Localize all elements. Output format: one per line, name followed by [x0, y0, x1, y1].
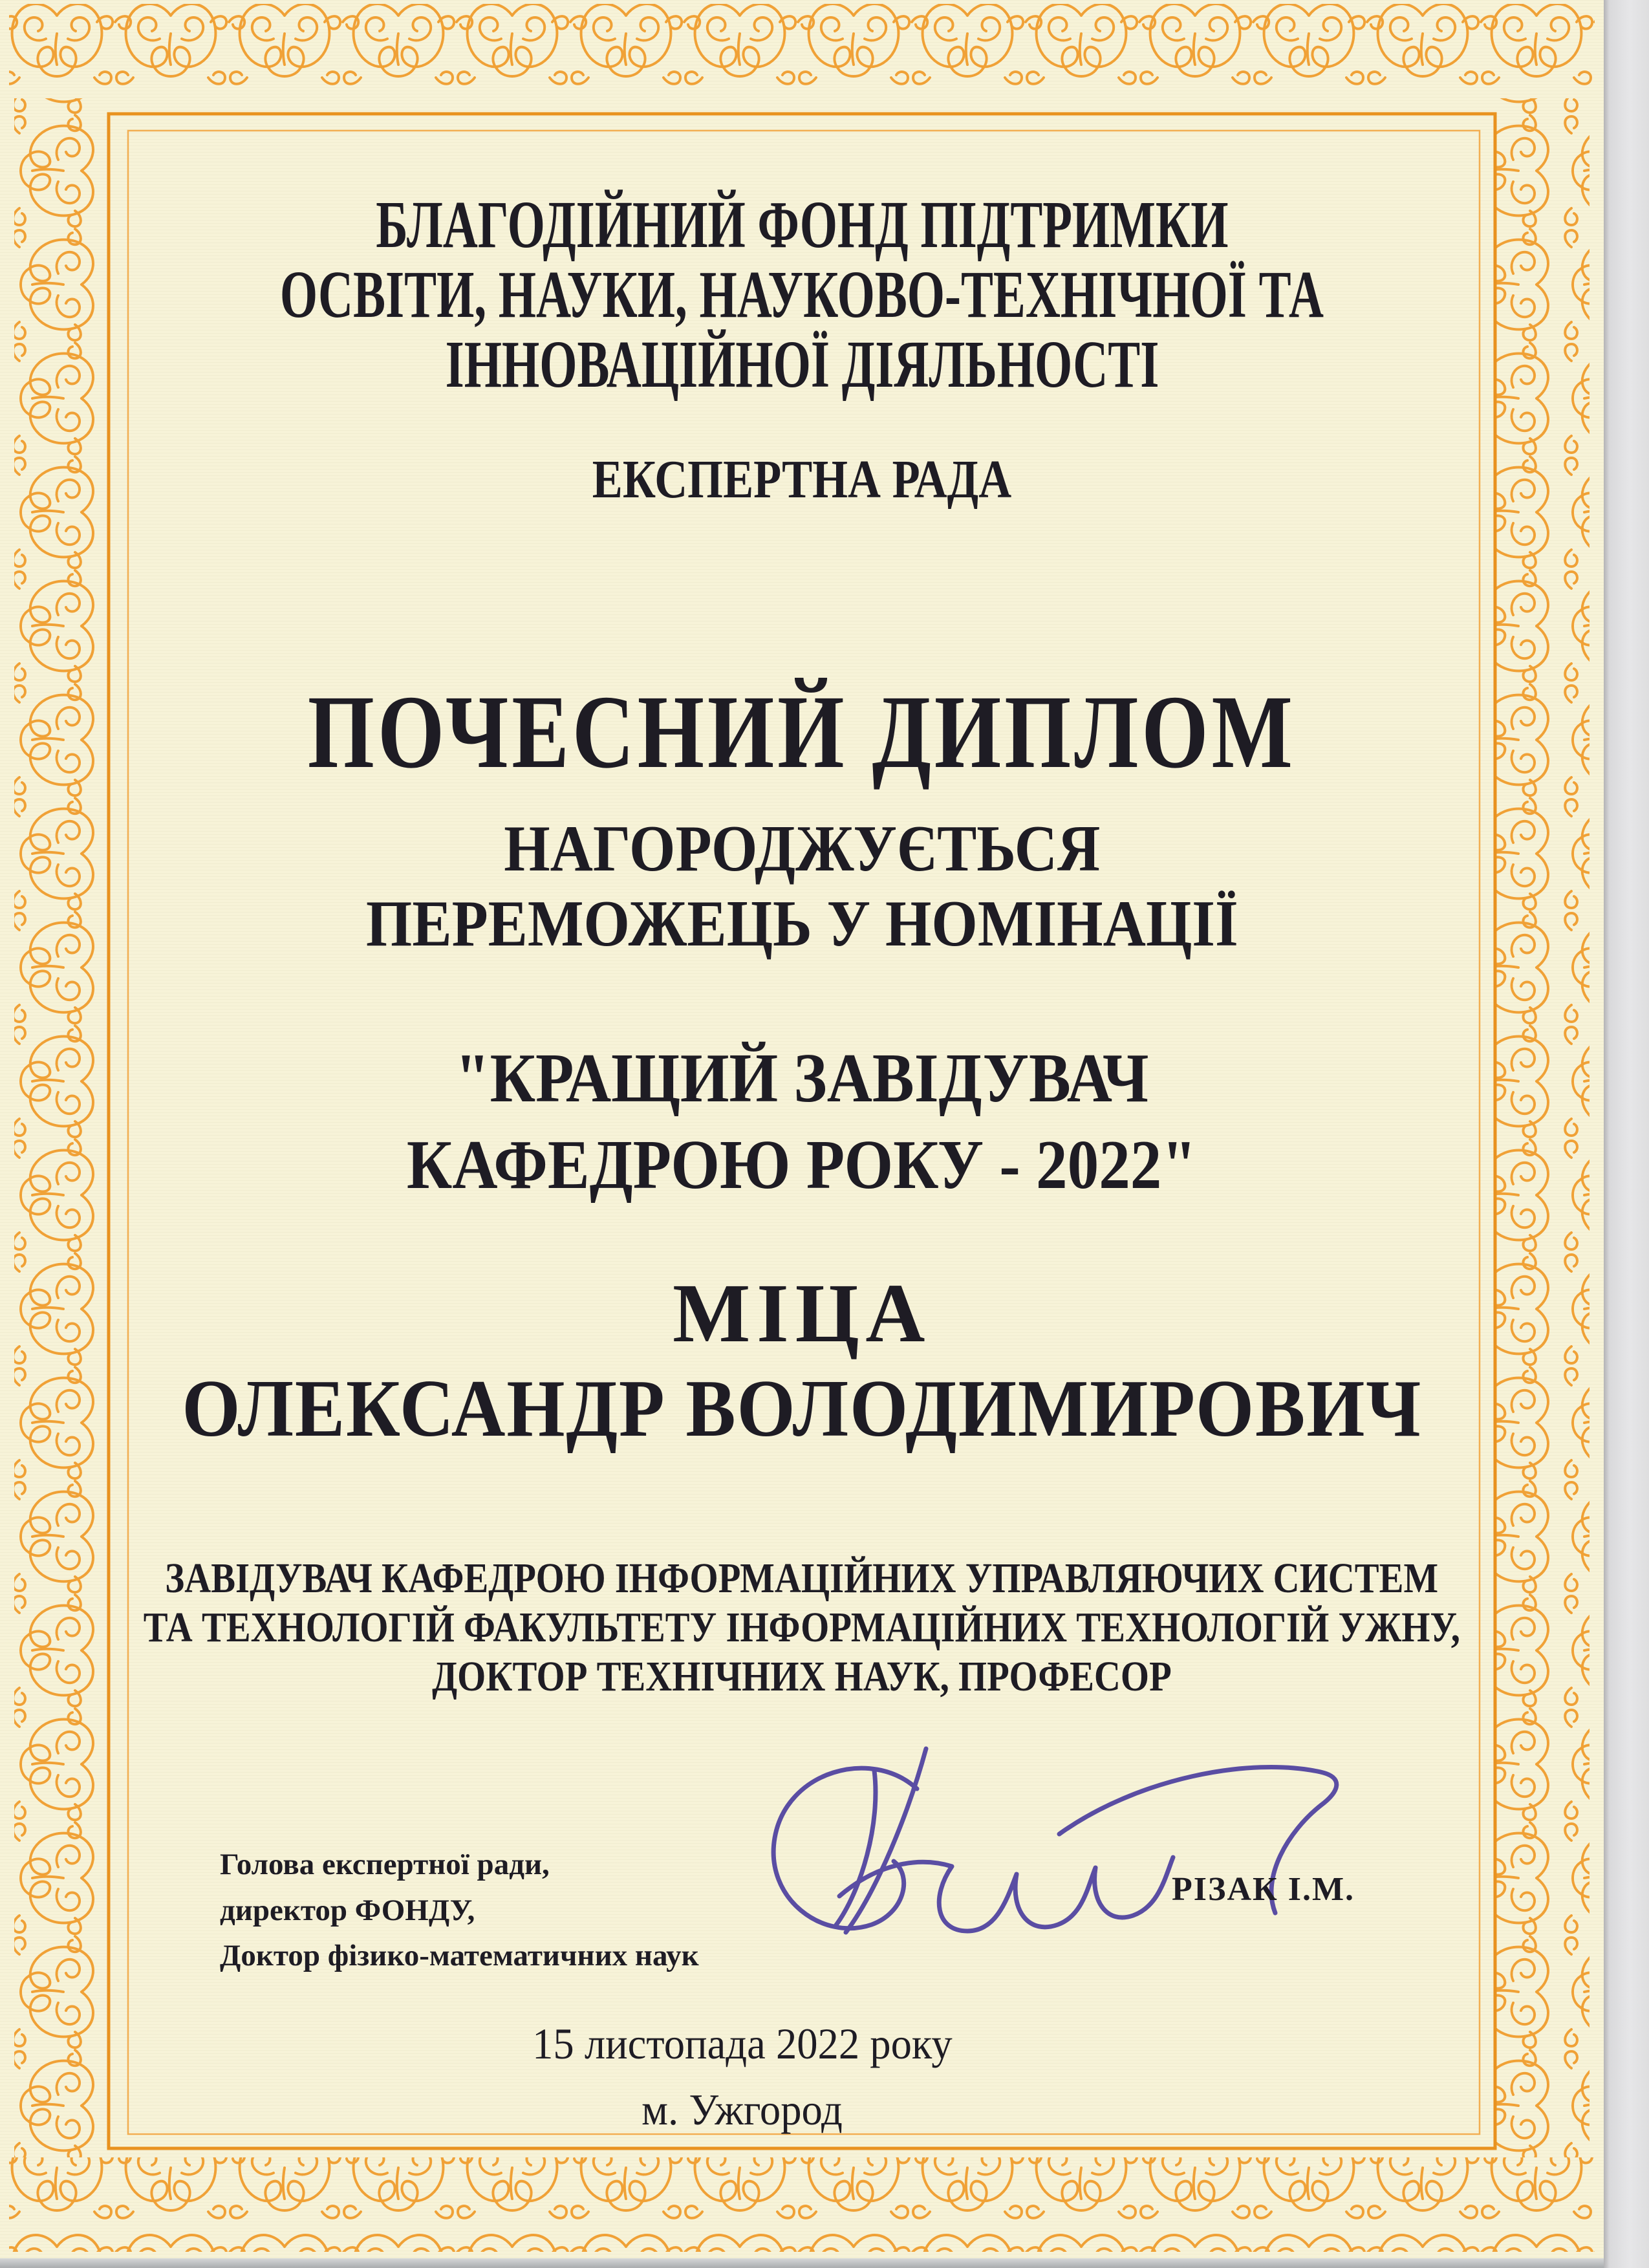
- issue-place: м. Ужгород: [641, 2085, 843, 2134]
- recipient-first-patronymic: ОЛЕКСАНДР ВОЛОДИМИРОВИЧ: [182, 1364, 1422, 1454]
- signatory-title-line2: директор ФОНДУ,: [220, 1893, 475, 1927]
- scanner-background-bottom: [0, 2258, 1604, 2268]
- diploma-title: ПОЧЕСНИЙ ДИПЛОМ: [307, 675, 1297, 790]
- recipient-position-line2: ТА ТЕХНОЛОГІЙ ФАКУЛЬТЕТУ ІНФОРМАЦІЙНИХ ТЕХНОЛОГІЙ УЖНУ,: [143, 1604, 1461, 1651]
- nomination-line2: КАФЕДРОЮ РОКУ - 2022": [407, 1127, 1197, 1204]
- council-heading: ЕКСПЕРТНА РАДА: [592, 449, 1012, 510]
- recipient-position-line1: ЗАВІДУВАЧ КАФЕДРОЮ ІНФОРМАЦІЙНИХ УПРАВЛЯЮЧИХ СИСТЕМ: [165, 1555, 1439, 1602]
- winner-nomination-line: ПЕРЕМОЖЕЦЬ У НОМІНАЦІЇ: [365, 887, 1238, 960]
- signatory-name: РІЗАК І.М.: [1172, 1871, 1355, 1908]
- organization-name-line3: ІННОВАЦІЙНОЇ ДІЯЛЬНОСТІ: [445, 327, 1159, 402]
- recipient-position-line3: ДОКТОР ТЕХНІЧНИХ НАУК, ПРОФЕСОР: [432, 1653, 1172, 1700]
- nomination-line1: "КРАЩИЙ ЗАВІДУВАЧ: [455, 1040, 1149, 1117]
- awarded-to-line: НАГОРОДЖУЄТЬСЯ: [503, 812, 1101, 885]
- scanner-background-right: [1604, 0, 1649, 2268]
- recipient-last-name: МІЦА: [672, 1267, 932, 1360]
- signatory-title-line1: Голова експертної ради,: [220, 1848, 550, 1881]
- signatory-title-line3: Доктор фізико-математичних наук: [220, 1939, 699, 1972]
- organization-name-line1: БЛАГОДІЙНИЙ ФОНД ПІДТРИМКИ: [375, 188, 1229, 262]
- issue-date: 15 листопада 2022 року: [532, 2019, 953, 2068]
- organization-name-line2: ОСВІТИ, НАУКИ, НАУКОВО-ТЕХНІЧНОЇ ТА: [279, 257, 1324, 332]
